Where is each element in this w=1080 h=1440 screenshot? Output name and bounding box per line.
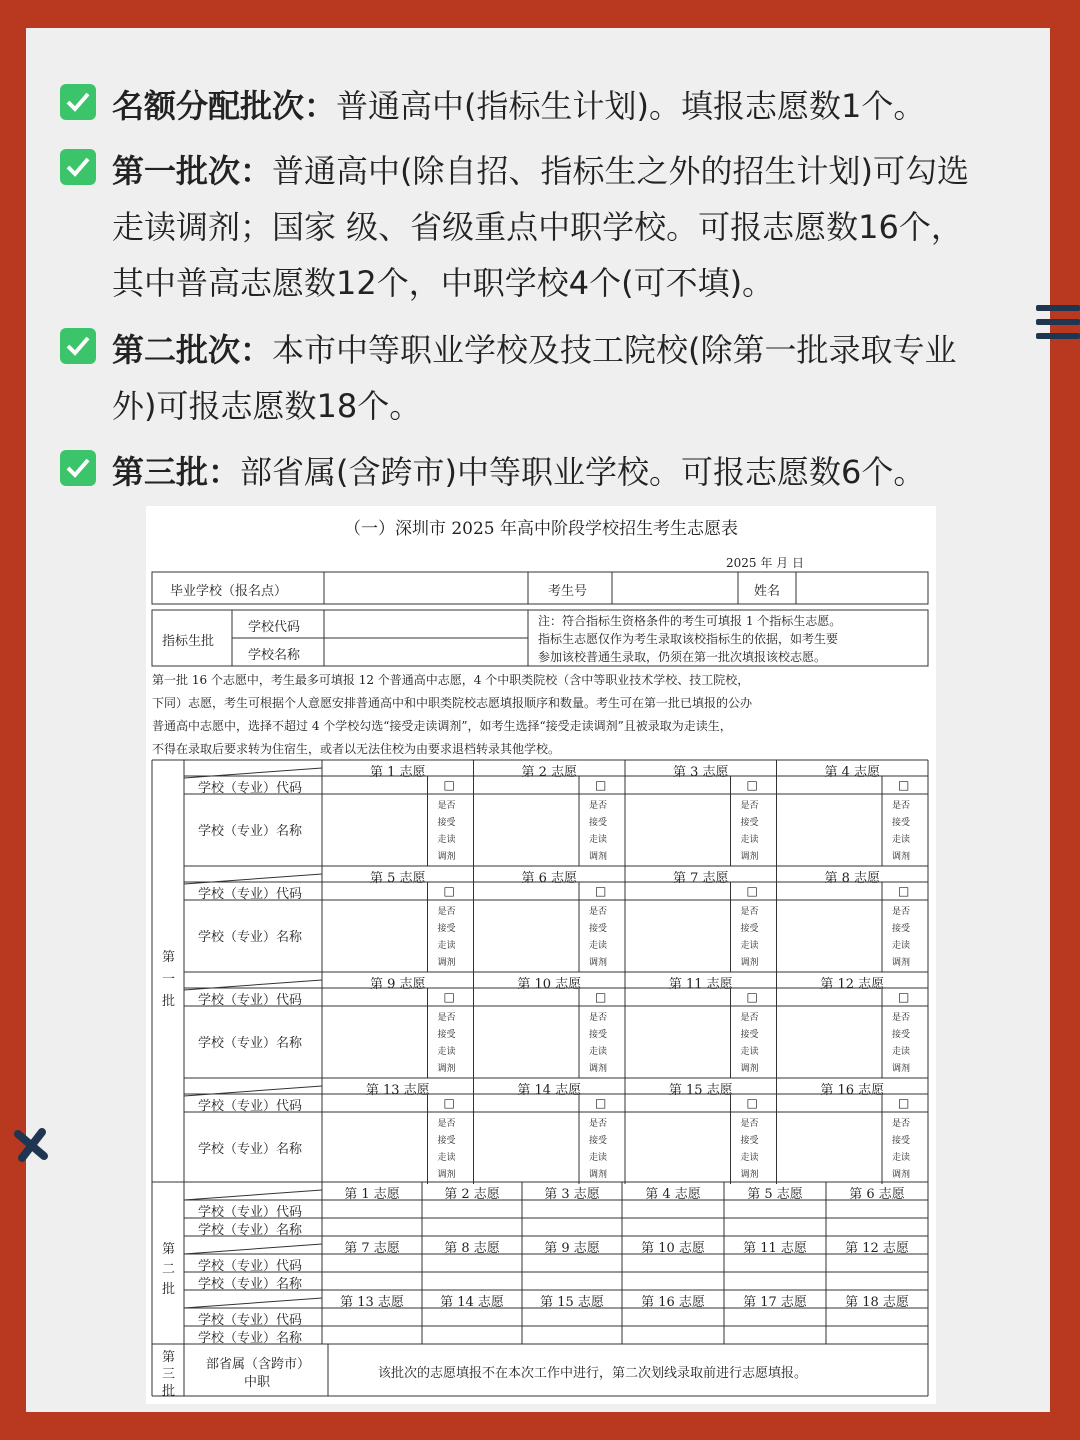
accept-commute-label: 是否 bbox=[589, 801, 608, 811]
batch1-choice-header: 第 13 志愿 bbox=[365, 1083, 430, 1098]
accept-checkbox: □ bbox=[595, 990, 607, 1004]
accept-checkbox: □ bbox=[898, 778, 910, 792]
batch1-label-3: 批 bbox=[162, 994, 176, 1009]
batch2-choice-header: 第 13 志愿 bbox=[340, 1295, 404, 1310]
bullet-body: 本市中等职业学校及技工院校(除第一批录取专业外)可报志愿数18个。 bbox=[112, 331, 957, 425]
accept-commute-label: 调剂 bbox=[589, 958, 608, 968]
accept-commute-label: 走读 bbox=[589, 835, 608, 845]
batch3-note: 该批次的志愿填报不在本次工作中进行，第二次划线录取前进行志愿填报。 bbox=[378, 1366, 808, 1381]
checkmark-icon bbox=[60, 84, 96, 120]
para-line-1: 第一批 16 个志愿中，考生最多可填报 12 个普通高中志愿，4 个中职类院校（含中等职业技术学校、技工院校， bbox=[152, 673, 750, 687]
batch1-choice-header: 第 2 志愿 bbox=[521, 765, 578, 780]
major-name-label: 学校（专业）名称 bbox=[198, 824, 303, 839]
major-code-label: 学校（专业）代码 bbox=[198, 1099, 303, 1114]
batch3-label-2: 三 bbox=[162, 1367, 176, 1382]
batch1-choice-header: 第 6 志愿 bbox=[521, 871, 578, 886]
batch1-label-2: 一 bbox=[162, 972, 176, 987]
accept-commute-label: 走读 bbox=[892, 1047, 911, 1057]
batch1-choice-header: 第 10 志愿 bbox=[517, 977, 582, 992]
batch1-choice-header: 第 7 志愿 bbox=[672, 871, 729, 886]
checkmark-icon bbox=[60, 450, 96, 486]
bullet-second-batch bbox=[60, 322, 960, 436]
batch2-choice-header: 第 16 志愿 bbox=[641, 1295, 705, 1310]
accept-commute-label: 调剂 bbox=[437, 852, 456, 862]
accept-commute-label: 调剂 bbox=[437, 1170, 456, 1180]
school-label: 毕业学校（报名点） bbox=[170, 584, 288, 599]
batch2-choice-header: 第 18 志愿 bbox=[845, 1295, 909, 1310]
accept-checkbox: □ bbox=[898, 1096, 910, 1110]
batch2-choice-header: 第 6 志愿 bbox=[849, 1187, 905, 1202]
accept-commute-label: 走读 bbox=[892, 941, 911, 951]
name-label: 姓名 bbox=[754, 584, 781, 599]
accept-commute-label: 走读 bbox=[740, 941, 759, 951]
batch1-choice-header: 第 3 志愿 bbox=[672, 765, 729, 780]
bullet-head: 名额分配批次： bbox=[112, 87, 337, 125]
bullet-head: 第三批： bbox=[112, 453, 241, 491]
batch2-choice-header: 第 11 志愿 bbox=[743, 1241, 807, 1256]
accept-commute-label: 是否 bbox=[892, 1119, 911, 1129]
exam-no-label: 考生号 bbox=[548, 584, 588, 599]
accept-commute-label: 接受 bbox=[589, 1136, 608, 1146]
accept-commute-label: 调剂 bbox=[740, 852, 759, 862]
accept-checkbox: □ bbox=[595, 884, 607, 898]
form-date: 2025 年 月 日 bbox=[726, 556, 804, 570]
batch1-choice-header: 第 12 志愿 bbox=[820, 977, 885, 992]
accept-checkbox: □ bbox=[746, 990, 758, 1004]
batch2-choice-header: 第 2 志愿 bbox=[444, 1187, 500, 1202]
quota-code-label: 学校代码 bbox=[248, 620, 301, 635]
accept-commute-label: 是否 bbox=[892, 801, 911, 811]
accept-checkbox: □ bbox=[746, 778, 758, 792]
accept-checkbox: □ bbox=[443, 990, 455, 1004]
accept-commute-label: 是否 bbox=[740, 907, 759, 917]
major-code-label: 学校（专业）代码 bbox=[198, 1205, 303, 1220]
batch1-choice-header: 第 9 志愿 bbox=[369, 977, 426, 992]
accept-commute-label: 接受 bbox=[437, 1030, 456, 1040]
bullet-head: 第一批次： bbox=[112, 152, 273, 190]
accept-commute-label: 接受 bbox=[589, 924, 608, 934]
accept-commute-label: 是否 bbox=[589, 1013, 608, 1023]
accept-commute-label: 走读 bbox=[437, 1047, 456, 1057]
accept-commute-label: 接受 bbox=[892, 818, 911, 828]
accept-commute-label: 接受 bbox=[892, 1030, 911, 1040]
accept-commute-label: 是否 bbox=[437, 801, 456, 811]
batch2-label-3: 批 bbox=[162, 1282, 176, 1297]
accept-commute-label: 接受 bbox=[740, 924, 759, 934]
cross-decoration-icon bbox=[14, 1128, 48, 1166]
form-title: （一）深圳市 2025 年高中阶段学校招生考生志愿表 bbox=[343, 519, 739, 539]
note-line-2: 指标生志愿仅作为考生录取该校指标生的依据，如考生要 bbox=[538, 632, 839, 646]
major-code-label: 学校（专业）代码 bbox=[198, 887, 303, 902]
batch2-choice-header: 第 14 志愿 bbox=[440, 1295, 504, 1310]
accept-commute-label: 调剂 bbox=[892, 1170, 911, 1180]
accept-commute-label: 调剂 bbox=[892, 1064, 911, 1074]
bullet-quota-batch bbox=[60, 78, 960, 134]
accept-commute-label: 调剂 bbox=[892, 852, 911, 862]
major-code-label: 学校（专业）代码 bbox=[198, 1259, 303, 1274]
batch1-choice-header: 第 11 志愿 bbox=[668, 977, 733, 992]
accept-commute-label: 调剂 bbox=[589, 1170, 608, 1180]
application-form-table bbox=[146, 506, 936, 1404]
accept-commute-label: 是否 bbox=[740, 801, 759, 811]
accept-commute-label: 走读 bbox=[740, 1047, 759, 1057]
accept-commute-label: 走读 bbox=[740, 1153, 759, 1163]
accept-commute-label: 接受 bbox=[437, 924, 456, 934]
batch2-choice-header: 第 12 志愿 bbox=[845, 1241, 909, 1256]
quota-batch-label: 指标生批 bbox=[162, 634, 215, 649]
batch1-choice-header: 第 16 志愿 bbox=[820, 1083, 885, 1098]
accept-commute-label: 接受 bbox=[437, 1136, 456, 1146]
batch2-choice-header: 第 15 志愿 bbox=[540, 1295, 604, 1310]
checkmark-icon bbox=[60, 328, 96, 364]
accept-commute-label: 走读 bbox=[437, 835, 456, 845]
batch3-label-1: 第 bbox=[162, 1350, 176, 1365]
major-code-label: 学校（专业）代码 bbox=[198, 1313, 303, 1328]
major-name-label: 学校（专业）名称 bbox=[198, 930, 303, 945]
bullet-first-batch bbox=[60, 143, 969, 313]
batch2-choice-header: 第 10 志愿 bbox=[641, 1241, 705, 1256]
major-name-label: 学校（专业）名称 bbox=[198, 1036, 303, 1051]
accept-checkbox: □ bbox=[443, 778, 455, 792]
accept-commute-label: 接受 bbox=[437, 818, 456, 828]
batch2-label-2: 二 bbox=[162, 1262, 176, 1277]
batch1-choice-header: 第 4 志愿 bbox=[824, 765, 881, 780]
checkmark-icon bbox=[60, 149, 96, 185]
batch2-choice-header: 第 9 志愿 bbox=[544, 1241, 600, 1256]
accept-checkbox: □ bbox=[898, 884, 910, 898]
accept-commute-label: 走读 bbox=[589, 1047, 608, 1057]
accept-commute-label: 调剂 bbox=[892, 958, 911, 968]
accept-commute-label: 走读 bbox=[437, 941, 456, 951]
accept-commute-label: 接受 bbox=[589, 818, 608, 828]
major-code-label: 学校（专业）代码 bbox=[198, 781, 303, 796]
major-name-label: 学校（专业）名称 bbox=[198, 1223, 303, 1238]
batch3-school-type-2: 中职 bbox=[244, 1375, 271, 1390]
batch1-choice-header: 第 8 志愿 bbox=[824, 871, 881, 886]
batch2-choice-header: 第 5 志愿 bbox=[747, 1187, 803, 1202]
accept-commute-label: 调剂 bbox=[740, 958, 759, 968]
accept-commute-label: 走读 bbox=[589, 941, 608, 951]
batch3-school-type: 部省属（含跨市） bbox=[206, 1357, 311, 1372]
accept-commute-label: 走读 bbox=[892, 1153, 911, 1163]
batch2-choice-header: 第 3 志愿 bbox=[544, 1187, 600, 1202]
accept-checkbox: □ bbox=[595, 778, 607, 792]
bullet-body: 部省属(含跨市)中等职业学校。可报志愿数6个。 bbox=[240, 453, 926, 491]
batch1-choice-header: 第 1 志愿 bbox=[369, 765, 426, 780]
accept-commute-label: 是否 bbox=[437, 907, 456, 917]
major-name-label: 学校（专业）名称 bbox=[198, 1277, 303, 1292]
accept-commute-label: 是否 bbox=[892, 1013, 911, 1023]
para-line-2: 下同）志愿，考生可根据个人意愿安排普通高中和中职类院校志愿填报顺序和数量。考生可在第一批已填报的公办 bbox=[152, 696, 753, 710]
accept-commute-label: 调剂 bbox=[437, 958, 456, 968]
accept-commute-label: 是否 bbox=[892, 907, 911, 917]
batch2-choice-header: 第 17 志愿 bbox=[743, 1295, 807, 1310]
accept-commute-label: 接受 bbox=[589, 1030, 608, 1040]
note-line-3: 参加该校普通生录取，仍须在第一批次填报该校志愿。 bbox=[538, 650, 827, 664]
bullet-head: 第二批次： bbox=[112, 331, 273, 369]
accept-commute-label: 调剂 bbox=[437, 1064, 456, 1074]
accept-commute-label: 是否 bbox=[589, 907, 608, 917]
batch2-choice-header: 第 4 志愿 bbox=[645, 1187, 701, 1202]
accept-commute-label: 是否 bbox=[740, 1119, 759, 1129]
accept-commute-label: 调剂 bbox=[589, 852, 608, 862]
accept-commute-label: 接受 bbox=[892, 924, 911, 934]
accept-commute-label: 接受 bbox=[892, 1136, 911, 1146]
accept-commute-label: 是否 bbox=[740, 1013, 759, 1023]
accept-checkbox: □ bbox=[746, 884, 758, 898]
accept-commute-label: 走读 bbox=[892, 835, 911, 845]
batch2-label-1: 第 bbox=[162, 1242, 176, 1257]
batch2-choice-header: 第 1 志愿 bbox=[344, 1187, 400, 1202]
major-name-label: 学校（专业）名称 bbox=[198, 1331, 303, 1346]
menu-lines-decoration bbox=[1036, 305, 1080, 347]
accept-commute-label: 是否 bbox=[437, 1119, 456, 1129]
accept-commute-label: 调剂 bbox=[589, 1064, 608, 1074]
batch1-label-1: 第 bbox=[162, 950, 176, 965]
batch2-choice-header: 第 8 志愿 bbox=[444, 1241, 500, 1256]
accept-checkbox: □ bbox=[443, 884, 455, 898]
accept-commute-label: 调剂 bbox=[740, 1064, 759, 1074]
major-code-label: 学校（专业）代码 bbox=[198, 993, 303, 1008]
bullet-body: 普通高中(指标生计划)。填报志愿数1个。 bbox=[336, 87, 926, 125]
para-line-4: 不得在录取后要求转为住宿生，或者以无法住校为由要求退档转录其他学校。 bbox=[152, 742, 561, 756]
accept-commute-label: 是否 bbox=[437, 1013, 456, 1023]
accept-commute-label: 是否 bbox=[589, 1119, 608, 1129]
batch3-label-3: 批 bbox=[162, 1384, 176, 1399]
batch2-choice-header: 第 7 志愿 bbox=[344, 1241, 400, 1256]
accept-commute-label: 接受 bbox=[740, 818, 759, 828]
major-name-label: 学校（专业）名称 bbox=[198, 1142, 303, 1157]
accept-checkbox: □ bbox=[443, 1096, 455, 1110]
accept-checkbox: □ bbox=[595, 1096, 607, 1110]
batch1-choice-header: 第 5 志愿 bbox=[369, 871, 426, 886]
quota-name-label: 学校名称 bbox=[248, 648, 301, 663]
accept-commute-label: 走读 bbox=[589, 1153, 608, 1163]
accept-commute-label: 接受 bbox=[740, 1030, 759, 1040]
accept-commute-label: 调剂 bbox=[740, 1170, 759, 1180]
accept-checkbox: □ bbox=[746, 1096, 758, 1110]
batch1-choice-header: 第 15 志愿 bbox=[668, 1083, 733, 1098]
accept-commute-label: 走读 bbox=[437, 1153, 456, 1163]
accept-checkbox: □ bbox=[898, 990, 910, 1004]
bullet-third-batch bbox=[60, 444, 960, 500]
para-line-3: 普通高中志愿中，选择不超过 4 个学校勾选“接受走读调剂”，如考生选择“接受走读调剂”且被录取为走读生， bbox=[152, 719, 732, 733]
note-line-1: 注：符合指标生资格条件的考生可填报 1 个指标生志愿。 bbox=[538, 614, 842, 628]
accept-commute-label: 走读 bbox=[740, 835, 759, 845]
bullet-body: 普通高中(除自招、指标生之外的招生计划)可勾选走读调剂；国家 级、省级重点中职学校。可报志愿数16个，其中普高志愿数12个，中职学校4个(可不填)。 bbox=[112, 152, 969, 302]
accept-commute-label: 接受 bbox=[740, 1136, 759, 1146]
batch1-choice-header: 第 14 志愿 bbox=[517, 1083, 582, 1098]
